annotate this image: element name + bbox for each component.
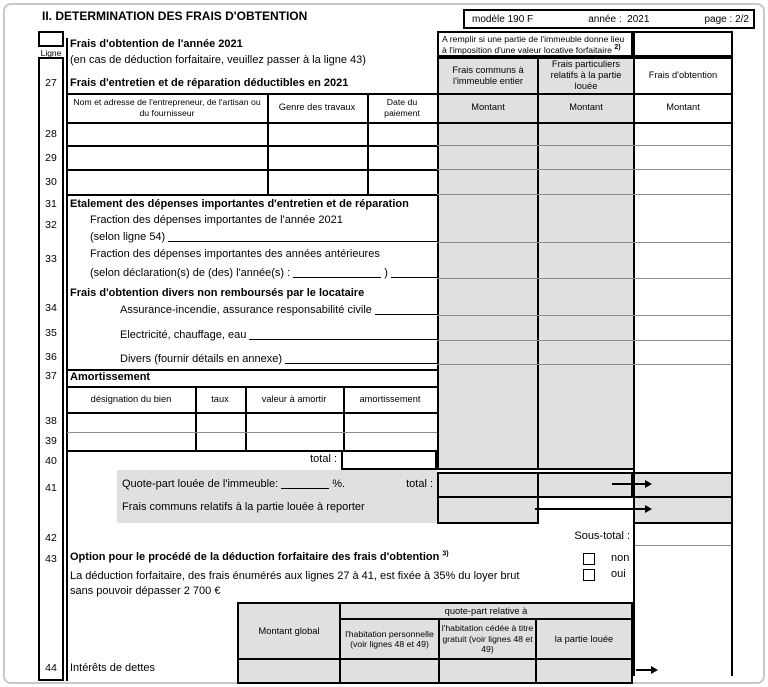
footnote-2-marker: 2)	[614, 43, 621, 51]
section-43-line2: sans pouvoir dépasser 2 700 €	[70, 585, 221, 597]
row44-cell-hab-perso[interactable]	[339, 658, 440, 684]
line-number-43: 43	[45, 553, 57, 565]
row44-cell-hab-gratuit[interactable]	[438, 658, 537, 684]
line-35-field-row	[120, 327, 437, 341]
form-model: modèle 190 F	[472, 13, 534, 25]
row41a-cell-particulier[interactable]	[537, 472, 633, 498]
column-header-obtention: Frais d'obtention	[648, 70, 718, 80]
ligne-column-box	[38, 57, 64, 681]
line-number-27: 27	[45, 77, 57, 89]
amort-row-38[interactable]	[67, 412, 437, 432]
line-34-field-row	[120, 302, 437, 316]
amort-row-39[interactable]	[67, 432, 437, 450]
grid-line	[633, 31, 635, 676]
line-number-39: 39	[45, 435, 57, 447]
carry-over-arrow-41b	[535, 508, 650, 510]
worktable-header-date: Date du paiement	[384, 97, 420, 118]
line-33-text: Fraction des dépenses importantes des années antérieures	[90, 248, 380, 260]
line-number-33: 33	[45, 253, 57, 265]
divider-line	[437, 340, 731, 341]
divider-line	[437, 145, 731, 146]
divider-line	[437, 278, 731, 279]
amount-field-line-35[interactable]	[249, 339, 437, 340]
line-36-text: Divers (fournir détails en annexe)	[120, 353, 283, 365]
amort-header-amortissement: amortissement	[359, 393, 421, 404]
line-number-40: 40	[45, 455, 57, 467]
montant-column-obtention[interactable]	[635, 59, 731, 468]
line-44-label: Intérêts de dettes	[70, 662, 155, 674]
grid-line	[67, 169, 437, 171]
form-meta-box	[463, 9, 755, 29]
valeur-locative-note	[437, 31, 633, 57]
note-line-1: A remplir si une partie de l'immeuble donne lieu	[442, 34, 625, 44]
divider-line	[437, 242, 731, 243]
bottom-header-partie-louee: la partie louée	[535, 618, 633, 660]
row41b-cell-commun[interactable]	[437, 496, 539, 524]
ligne-top-cell	[38, 31, 64, 47]
footnote-3-marker: 3)	[442, 550, 449, 558]
line-number-36: 36	[45, 351, 57, 363]
line-33-field-row	[90, 264, 437, 279]
bottom-header-quote-part: quote-part relative à	[339, 602, 633, 620]
sous-total-cell[interactable]	[635, 524, 731, 546]
grid-line	[67, 412, 437, 414]
amort-total-cell[interactable]	[341, 450, 437, 470]
section-year-title: Frais d'obtention de l'année 2021	[70, 38, 243, 50]
line-number-44: 44	[45, 662, 57, 674]
line-number-34: 34	[45, 302, 57, 314]
divider-line	[437, 364, 731, 365]
amount-field-line-36[interactable]	[285, 363, 437, 364]
divider-line	[437, 194, 731, 195]
line-number-38: 38	[45, 415, 57, 427]
work-row-29[interactable]	[67, 146, 437, 170]
line-number-31: 31	[45, 198, 57, 210]
work-row-28[interactable]	[67, 122, 437, 146]
row44-cell-partie-louee[interactable]	[535, 658, 633, 684]
note-line-2: à l'imposition d'une valeur locative forfaitaire $^{2)}$	[442, 43, 621, 55]
line-32-text: Fraction des dépenses importantes de l'année 2021	[90, 214, 343, 226]
carry-over-arrow-41a	[612, 483, 650, 485]
divider-line	[67, 432, 437, 433]
quote-part-label: Quote-part louée de l'immeuble:	[122, 478, 279, 490]
checkbox-non-label: non	[611, 552, 630, 564]
percent-sign-label: %.	[332, 478, 346, 490]
line-33-subtext: (selon déclaration(s) de (des) l'année(s) :	[90, 267, 291, 279]
amount-field-line-34[interactable]	[375, 314, 437, 315]
bottom-header-montant-global: Montant global	[237, 602, 341, 660]
valeur-locative-cell[interactable]	[633, 31, 733, 57]
form-page-number: page : 2/2	[704, 13, 749, 25]
column-header-particulier: Frais particuliers relatifs à la partie louée	[550, 59, 622, 91]
amort-header-valeur: valeur à amortir	[261, 393, 327, 404]
sous-total-label: Sous-total :	[574, 530, 630, 542]
line-34-text: Assurance-incendie, assurance responsabilité civile	[120, 304, 372, 316]
column-header-commun: Frais communs à l'immeuble entier	[452, 64, 524, 86]
column-header-montant-1: Montant	[471, 101, 505, 112]
work-row-30[interactable]	[67, 170, 437, 195]
section-27-title: Frais d'entretien et de réparation déductibles en 2021	[70, 77, 349, 89]
divider-line	[437, 169, 731, 170]
line-number-30: 30	[45, 176, 57, 188]
line-number-28: 28	[45, 128, 57, 140]
checkbox-oui-label: oui	[611, 568, 626, 580]
row41a-cell-commun[interactable]	[437, 472, 539, 498]
amort-total-label: total :	[310, 453, 337, 465]
row41-total-label: total :	[406, 478, 433, 490]
line-number-35: 35	[45, 327, 57, 339]
amort-header-designation: désignation du bien	[90, 393, 172, 404]
page-title: II. DETERMINATION DES FRAIS D'OBTENTION	[42, 9, 308, 23]
line-number-42: 42	[45, 532, 57, 544]
line-32-subtext: (selon ligne 54)	[90, 231, 166, 243]
line-number-29: 29	[45, 152, 57, 164]
section-43-title: Option pour le procédé de la déduction forfaitaire des frais d'obtention $^{3)}$	[70, 550, 449, 563]
quote-part-percent-field[interactable]	[281, 488, 329, 489]
checkbox-oui[interactable]	[583, 569, 595, 581]
carry-over-arrow-44	[636, 669, 656, 671]
row41-reporter-label: Frais communs relatifs à la partie louée à reporter	[122, 501, 365, 513]
years-field-line-33[interactable]	[293, 277, 381, 278]
line-36-field-row	[120, 351, 437, 365]
column-header-montant-3: Montant	[666, 101, 700, 112]
amount-field-line-32[interactable]	[168, 241, 437, 242]
worktable-header-name: Nom et adresse de l'entrepreneur, de l'artisan ou du fournisseur	[73, 97, 261, 118]
line-35-text: Electricité, chauffage, eau	[120, 329, 247, 341]
row44-cell-montant-global[interactable]	[237, 658, 341, 684]
line-33-paren: )	[384, 267, 388, 279]
grid-line	[731, 31, 733, 676]
montant-column-particulier[interactable]	[539, 59, 633, 468]
line-number-37: 37	[45, 370, 57, 382]
section-31-title: Etalement des dépenses importantes d'entretien et de réparation	[70, 198, 409, 210]
quote-part-row	[122, 476, 433, 490]
section-37-title: Amortissement	[70, 371, 151, 383]
checkbox-non[interactable]	[583, 553, 595, 565]
section-year-subtitle: (en cas de déduction forfaitaire, veuillez passer à la ligne 43)	[70, 54, 366, 66]
grid-line	[537, 57, 539, 470]
line-number-41: 41	[45, 482, 57, 494]
amort-header-taux: taux	[211, 393, 229, 404]
grid-line	[67, 194, 437, 196]
amount-field-line-33[interactable]	[391, 277, 437, 278]
grid-line	[437, 468, 635, 470]
form-year: année : 2021	[588, 13, 650, 25]
section-43-line1: La déduction forfaitaire, des frais énumérés aux lignes 27 à 41, est fixée à 35% du loyer brut	[70, 570, 520, 582]
line-32-field-row	[90, 228, 437, 243]
section-divers-title: Frais d'obtention divers non remboursés par le locataire	[70, 287, 365, 299]
line-number-32: 32	[45, 219, 57, 231]
montant-column-commun[interactable]	[439, 59, 537, 468]
divider-line	[437, 315, 731, 316]
bottom-header-hab-perso: l'habitation personnelle (voir lignes 48 et 49)	[339, 618, 440, 660]
bottom-header-hab-gratuit: l'habitation cédée à titre gratuit (voir lignes 48 et 49)	[438, 618, 537, 660]
grid-line	[67, 145, 437, 147]
worktable-header-genre: Genre des travaux	[278, 102, 356, 112]
column-header-montant-2: Montant	[569, 101, 603, 112]
ligne-column-label: Ligne	[40, 48, 62, 58]
